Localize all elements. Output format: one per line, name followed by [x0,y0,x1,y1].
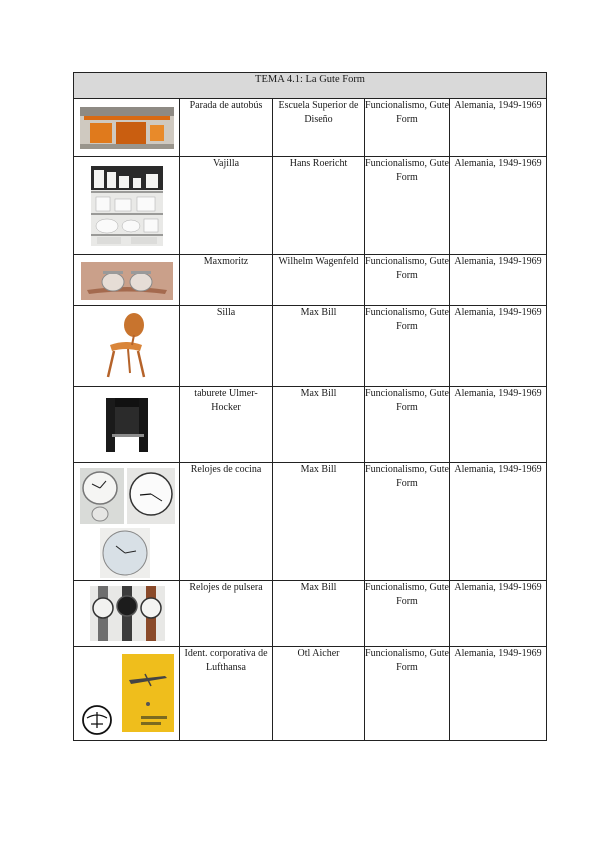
object-cell: Relojes de pulsera [180,581,273,647]
place-date-cell: Alemania, 1949-1969 [450,306,547,387]
table-row [74,99,547,157]
style-cell: Funcionalismo, Gute Form [365,157,450,255]
image-cell [74,255,180,306]
kitchen-clocks-image [80,468,175,578]
design-table [73,72,547,741]
table-row [74,255,547,306]
author-cell: Otl Aicher [273,647,365,741]
style-cell: Funcionalismo, Gute Form [365,306,450,387]
place-date-cell: Alemania, 1949-1969 [450,99,547,157]
author-cell: Max Bill [273,306,365,387]
object-cell: Parada de autobús [180,99,273,157]
table-row [74,157,547,255]
place-date-cell: Alemania, 1949-1969 [450,157,547,255]
style-cell: Funcionalismo, Gute Form [365,387,450,463]
image-cell [74,99,180,157]
author-cell: Max Bill [273,463,365,581]
author-cell: Max Bill [273,581,365,647]
image-cell [74,306,180,387]
bus-stop-image [80,107,174,149]
table-row [74,306,547,387]
object-cell: taburete Ulmer-Hocker [180,387,273,463]
place-date-cell: Alemania, 1949-1969 [450,463,547,581]
place-date-cell: Alemania, 1949-1969 [450,255,547,306]
style-cell: Funcionalismo, Gute Form [365,581,450,647]
place-date-cell: Alemania, 1949-1969 [450,581,547,647]
image-cell [74,647,180,741]
wristwatches-image [90,586,165,641]
object-cell: Maxmoritz [180,255,273,306]
table-row [74,387,547,463]
table-title: TEMA 4.1: La Gute Form [74,73,547,99]
place-date-cell: Alemania, 1949-1969 [450,647,547,741]
author-cell: Escuela Superior de Diseño [273,99,365,157]
style-cell: Funcionalismo, Gute Form [365,255,450,306]
object-cell: Vajilla [180,157,273,255]
image-cell [74,581,180,647]
table-row [74,647,547,741]
object-cell: Silla [180,306,273,387]
object-cell: Ident. corporativa de Lufthansa [180,647,273,741]
place-date-cell: Alemania, 1949-1969 [450,387,547,463]
image-cell [74,463,180,581]
image-cell [74,387,180,463]
chair-image [104,311,150,381]
style-cell: Funcionalismo, Gute Form [365,99,450,157]
stool-image [100,396,154,454]
author-cell: Wilhelm Wagenfeld [273,255,365,306]
author-cell: Hans Roericht [273,157,365,255]
author-cell: Max Bill [273,387,365,463]
maxmoritz-image [81,262,173,300]
lufthansa-identity-image [79,654,176,736]
style-cell: Funcionalismo, Gute Form [365,463,450,581]
object-cell: Relojes de cocina [180,463,273,581]
tableware-image [91,166,163,246]
table-row [74,463,547,581]
image-cell [74,157,180,255]
table-row [74,581,547,647]
style-cell: Funcionalismo, Gute Form [365,647,450,741]
